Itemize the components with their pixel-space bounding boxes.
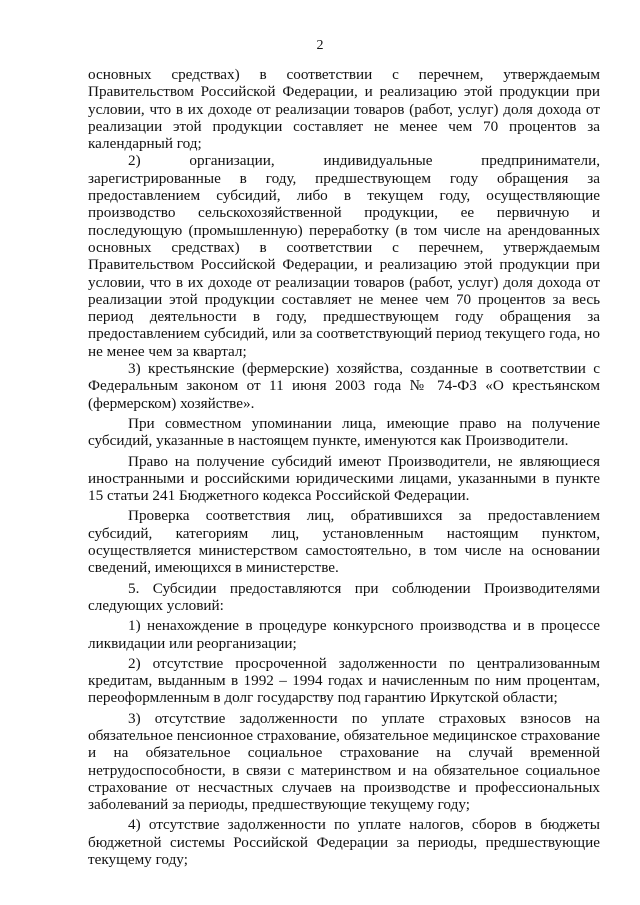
- paragraph-item-3: 3) крестьянские (фермерские) хозяйства, созданные в соответствии с Федеральным законом от 11 июня 2003 года № 74-ФЗ «О крестьянском (фермерском) хозяйстве».: [88, 360, 600, 412]
- paragraph-verification: Проверка соответствия лиц, обратившихся за предоставлением субсидий, категориям лиц, установленным настоящим пунктом, осуществляется министерством самостоятельно, в том числе на основании сведений, имеющихся в министерстве.: [88, 507, 600, 577]
- paragraph-condition-2: 2) отсутствие просроченной задолженности по централизованным кредитам, выданным в 1992 – 1994 годах и начисленным по ним процентам, переоформленным в долг государству под гарантию Иркутской области;: [88, 654, 600, 707]
- paragraph-condition-4: 4) отсутствие задолженности по уплате налогов, сборов в бюджеты бюджетной системы Российской Федерации за периоды, предшествующие текущему году;: [88, 816, 600, 869]
- paragraph-condition-1: 1) ненахождение в процедуре конкурсного производства и в процессе ликвидации или реорганизации;: [88, 617, 600, 652]
- paragraph-producers-definition: При совместном упоминании лица, имеющие право на получение субсидий, указанные в настоящем пункте, именуются как Производители.: [88, 414, 600, 450]
- page-number: 2: [316, 38, 324, 53]
- paragraph-condition-3: 3) отсутствие задолженности по уплате страховых взносов на обязательное пенсионное страхование, обязательное медицинское страхование и на обязательное социальное страхование на случай временной нетрудоспособности, в связи с материнством и на обязательное социальное страхование от несчастных случаев на производстве и профессиональных заболеваний за периоды, предшествующие текущему году;: [88, 709, 600, 814]
- document-body: [88, 66, 600, 868]
- paragraph-item-2: 2) организации, индивидуальные предприниматели, зарегистрированные в году, предшествующем году обращения за предоставлением субсидий, либо в текущем году, осуществляющие производство сельскохозяйственной продукции, ее первичную и последующую (промышленную) переработку (в том числе на арендованных основных средствах) в соответствии с перечнем, утверждаемым Правительством Российской Федерации, и реализацию этой продукции при условии, что в их доходе от реализации товаров (работ, услуг) доля дохода от реализации этой продукции составляет не менее чем 70 процентов за весь период деятельности в году, предшествующем году обращения за предоставлением субсидий, или за соответствующий период текущего года, но не менее чем за квартал;: [88, 152, 600, 360]
- paragraph-continuation: основных средствах) в соответствии с перечнем, утверждаемым Правительством Российской Федерации, и реализацию этой продукции при условии, что в их доходе от реализации товаров (работ, услуг) доля дохода от реализации этой продукции составляет не менее чем 70 процентов за календарный год;: [88, 66, 600, 153]
- paragraph-section-5: 5. Субсидии предоставляются при соблюдении Производителями следующих условий:: [88, 579, 600, 614]
- paragraph-eligibility-right: Право на получение субсидий имеют Производители, не являющиеся иностранными и российскими юридическими лицами, указанными в пункте 15 статьи 241 Бюджетного кодекса Российской Федерации.: [88, 452, 600, 505]
